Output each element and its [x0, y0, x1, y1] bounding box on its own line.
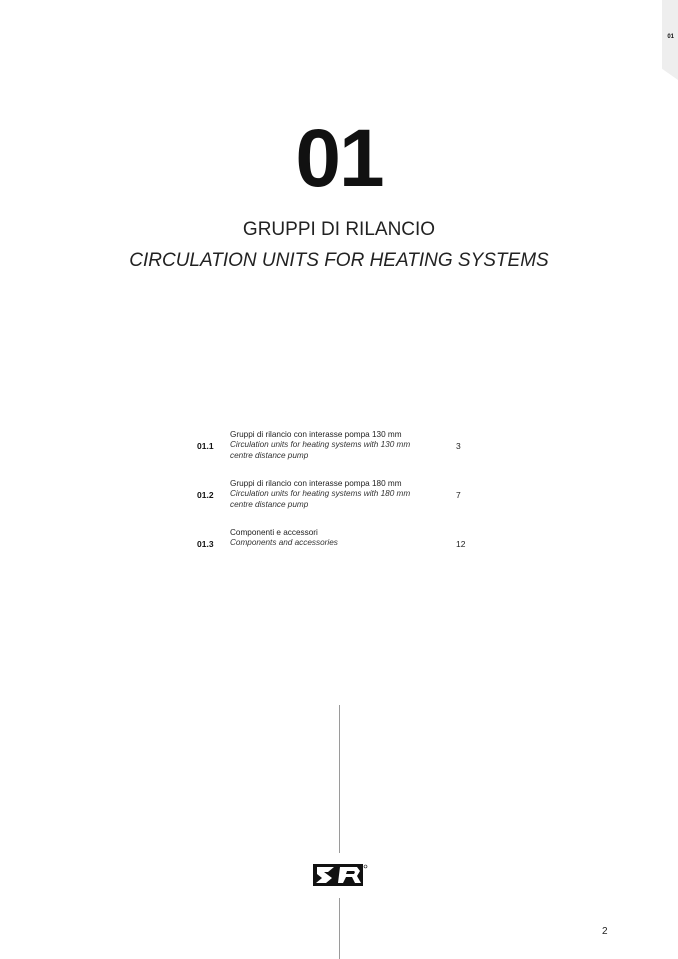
toc-entry-number: 01.3 [197, 539, 214, 549]
toc-entry-text [230, 479, 440, 510]
chapter-number: 01 [295, 113, 383, 204]
toc-entry-title-italian: Componenti e accessori [230, 528, 318, 537]
toc-entry[interactable] [197, 430, 477, 479]
chapter-tab-label: 01 [667, 34, 674, 40]
toc-entry-text [230, 528, 440, 549]
toc-entry-title-italian: Gruppi di rilancio con interasse pompa 130 mm [230, 430, 402, 439]
toc-entry-title-english-cont: centre distance pump [230, 499, 309, 509]
chapter-title-english: CIRCULATION UNITS FOR HEATING SYSTEMS [129, 250, 549, 271]
toc-entry-number: 01.1 [197, 441, 214, 451]
toc-entry[interactable] [197, 528, 477, 577]
divider-line-top [339, 705, 340, 853]
toc-entry-title-italian: Gruppi di rilancio con interasse pompa 180 mm [230, 479, 402, 488]
toc-entry-text [230, 430, 440, 461]
page-number: 2 [602, 926, 608, 937]
table-of-contents [197, 430, 477, 577]
toc-entry-title-english: Components and accessories [230, 538, 338, 548]
toc-entry-number: 01.2 [197, 490, 214, 500]
toc-entry-title-english: Circulation units for heating systems with 180 mm [230, 489, 411, 499]
toc-entry-title-english-cont: centre distance pump [230, 450, 309, 460]
sr-brand-logo-icon [313, 864, 368, 886]
toc-entry-title-english: Circulation units for heating systems with 130 mm [230, 440, 411, 450]
divider-line-bottom [339, 898, 340, 959]
chapter-title-italian: GRUPPI DI RILANCIO [242, 219, 436, 240]
toc-entry-page: 12 [456, 539, 466, 549]
toc-entry[interactable] [197, 479, 477, 528]
chapter-tab [662, 0, 678, 80]
toc-entry-page: 7 [456, 490, 461, 500]
toc-entry-page: 3 [456, 441, 461, 451]
